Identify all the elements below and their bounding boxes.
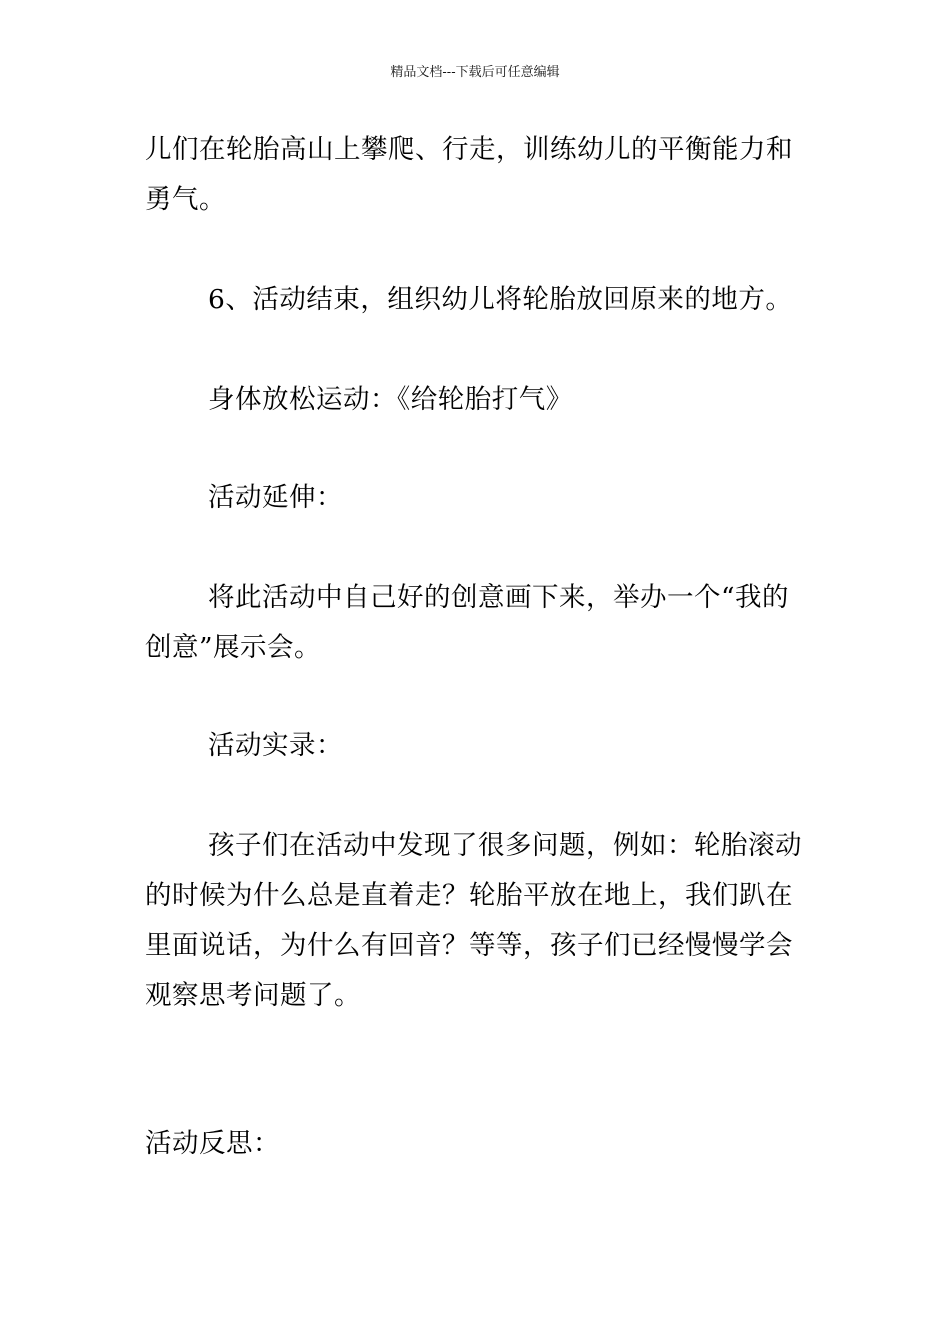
page-header: 精品文档---下载后可任意编辑 [390, 65, 560, 80]
paragraph-step-6: 6、活动结束，组织幼儿将轮胎放回原来的地方。 [208, 284, 793, 315]
heading-extension: 活动延伸： [208, 482, 343, 513]
heading-reflection: 活动反思： [145, 1128, 280, 1159]
heading-record: 活动实录： [208, 730, 343, 761]
paragraph-continuation: 儿们在轮胎高山上攀爬、行走，训练幼儿的平衡能力和勇气。 [145, 134, 793, 215]
paragraph-relaxation: 身体放松运动：《给轮胎打气》 [208, 384, 573, 415]
paragraph-record: 孩子们在活动中发现了很多问题，例如：轮胎滚动的时候为什么总是直着走？轮胎平放在地上，我们趴在里面说话，为什么有回音？等等，孩子们已经慢慢学会观察思考问题了。 [145, 830, 802, 1011]
paragraph-extension: 将此活动中自己好的创意画下来，举办一个“我的创意”展示会。 [145, 582, 790, 663]
